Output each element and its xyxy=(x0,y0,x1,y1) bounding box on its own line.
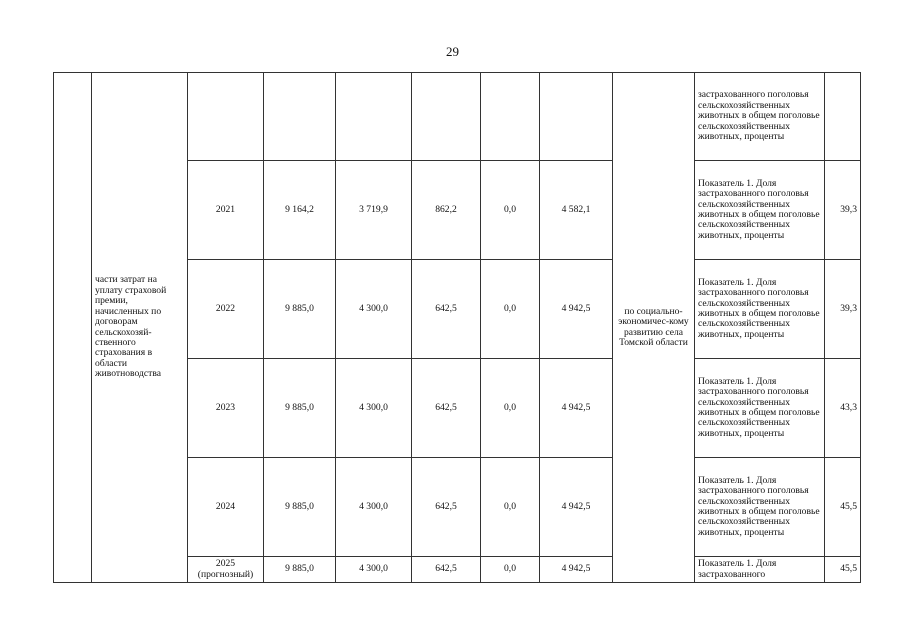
local-cell: 0,0 xyxy=(481,557,540,583)
regional-cell: 642,5 xyxy=(412,359,481,458)
total-cell: 9 885,0 xyxy=(264,359,336,458)
indicator-cell-continued: застрахованного поголовья сельскохозяйственных животных в общем поголовье сельскохозяйственных животных, проценты xyxy=(695,73,825,161)
local-cell: 0,0 xyxy=(481,161,540,260)
total-cell: 9 885,0 xyxy=(264,458,336,557)
total-cell: 9 885,0 xyxy=(264,557,336,583)
value-cell-empty xyxy=(825,73,861,161)
regional-cell: 642,5 xyxy=(412,260,481,359)
program-table xyxy=(53,72,861,583)
year-cell-empty xyxy=(188,73,264,161)
page-number: 29 xyxy=(446,44,459,59)
total-cell: 9 164,2 xyxy=(264,161,336,260)
federal-cell: 4 300,0 xyxy=(336,557,412,583)
federal-cell: 4 300,0 xyxy=(336,359,412,458)
extra-cell: 4 942,5 xyxy=(540,557,613,583)
indicator-cell: Показатель 1. Доля застрахованного поголовья сельскохозяйственных животных в общем поголовье сельскохозяйственных животных, проценты xyxy=(695,359,825,458)
regional-cell: 862,2 xyxy=(412,161,481,260)
regional-cell-empty xyxy=(412,73,481,161)
year-cell: 2023 xyxy=(188,359,264,458)
indicator-cell: Показатель 1. Доля застрахованного поголовья сельскохозяйственных животных в общем поголовье сельскохозяйственных животных, проценты xyxy=(695,458,825,557)
extra-cell: 4 582,1 xyxy=(540,161,613,260)
local-cell-empty xyxy=(481,73,540,161)
federal-cell: 3 719,9 xyxy=(336,161,412,260)
value-cell: 39,3 xyxy=(825,260,861,359)
local-cell: 0,0 xyxy=(481,458,540,557)
value-cell: 45,5 xyxy=(825,458,861,557)
extra-cell-empty xyxy=(540,73,613,161)
federal-cell: 4 300,0 xyxy=(336,260,412,359)
local-cell: 0,0 xyxy=(481,260,540,359)
total-cell-empty xyxy=(264,73,336,161)
event-name-cell: части затрат на уплату страховой премии, начисленных по договорам сельскохозяй-ственного страхования в области животноводства xyxy=(92,73,188,583)
indicator-cell: Показатель 1. Доля застрахованного поголовья сельскохозяйственных животных в общем поголовье сельскохозяйственных животных, проценты xyxy=(695,161,825,260)
table-row-continuation xyxy=(54,73,861,161)
year-cell: 2025 (прогнозный) xyxy=(188,557,264,583)
indicator-cell: Показатель 1. Доля застрахованного поголовья сельскохозяйственных животных в общем поголовье сельскохозяйственных животных, проценты xyxy=(695,260,825,359)
extra-cell: 4 942,5 xyxy=(540,260,613,359)
value-cell: 45,5 xyxy=(825,557,861,583)
federal-cell-empty xyxy=(336,73,412,161)
extra-cell: 4 942,5 xyxy=(540,359,613,458)
regional-cell: 642,5 xyxy=(412,458,481,557)
regional-cell: 642,5 xyxy=(412,557,481,583)
responsible-cell: по социально-экономичес-кому развитию села Томской области xyxy=(613,73,695,583)
federal-cell: 4 300,0 xyxy=(336,458,412,557)
local-cell: 0,0 xyxy=(481,359,540,458)
value-cell: 43,3 xyxy=(825,359,861,458)
year-cell: 2024 xyxy=(188,458,264,557)
number-cell xyxy=(54,73,92,583)
year-cell: 2021 xyxy=(188,161,264,260)
indicator-cell: Показатель 1. Доля застрахованного xyxy=(695,557,825,583)
year-cell: 2022 xyxy=(188,260,264,359)
total-cell: 9 885,0 xyxy=(264,260,336,359)
extra-cell: 4 942,5 xyxy=(540,458,613,557)
value-cell: 39,3 xyxy=(825,161,861,260)
